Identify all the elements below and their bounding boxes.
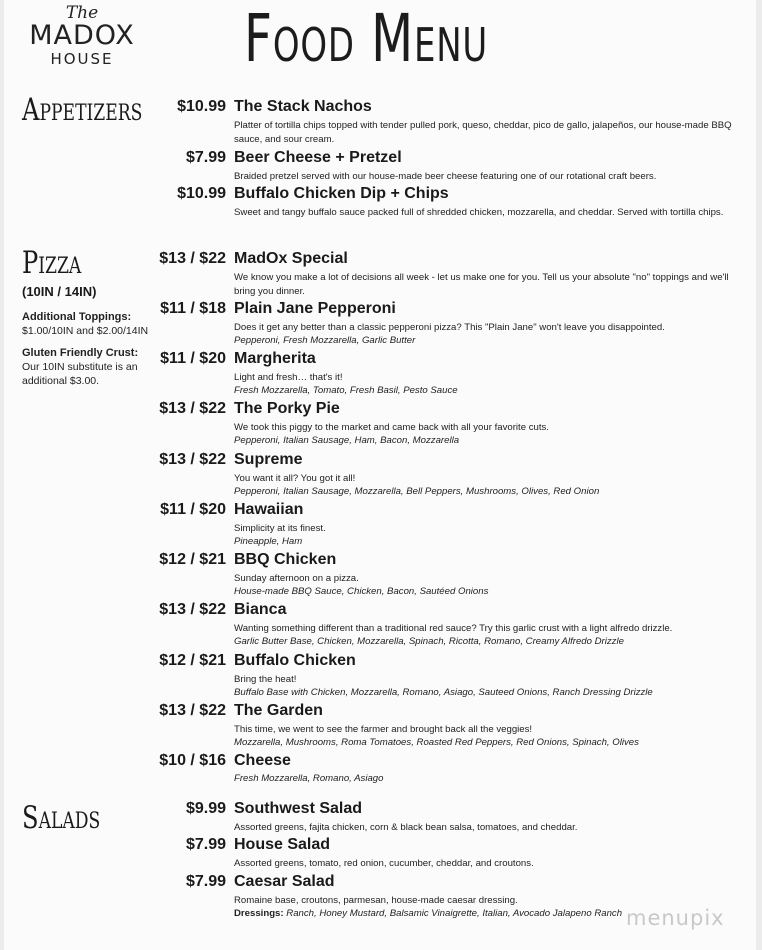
item-description: Sweet and tangy buffalo sauce packed full of shredded chicken, mozzarella, and cheddar. Served with tortilla chips.: [234, 207, 724, 218]
item-price: $12 / $21: [159, 551, 226, 568]
item-price: $13 / $22: [159, 400, 226, 417]
section-salads: Salads: [22, 800, 101, 836]
dressings-label: Dressings:: [234, 908, 284, 919]
item-ingredients: Pineapple, Ham: [234, 536, 303, 547]
toppings-label: Additional Toppings:: [22, 311, 132, 323]
logo-house: HOUSE: [50, 50, 114, 68]
item-name: Plain Jane Pepperoni: [234, 300, 396, 317]
pizza-sizes: (10IN / 14IN): [22, 284, 97, 299]
item-description: Assorted greens, tomato, red onion, cucumber, cheddar, and croutons.: [234, 858, 534, 869]
item-description: Romaine base, croutons, parmesan, house-made caesar dressing.: [234, 895, 518, 906]
item-name: The Garden: [234, 702, 323, 719]
item-description: We know you make a lot of decisions all week - let us make one for you. Tell us your absolute "no" toppings and we'll bring you dinner.: [234, 272, 729, 297]
item-ingredients: Garlic Butter Base, Chicken, Mozzarella, Spinach, Ricotta, Romano, Creamy Alfredo Drizzle: [234, 636, 624, 647]
item-description: We took this piggy to the market and came back with all your favorite cuts.: [234, 422, 549, 433]
item-description: You want it all? You got it all!: [234, 473, 356, 484]
item-price: $13 / $22: [159, 601, 226, 618]
madox-house-logo: [26, 4, 138, 68]
item-name: Hawaiian: [234, 501, 304, 518]
item-price: $9.99: [185, 800, 226, 817]
additional-toppings-note: [22, 310, 150, 338]
item-price: $12 / $21: [159, 652, 226, 669]
item-name: Supreme: [234, 451, 303, 468]
item-name: Buffalo Chicken Dip + Chips: [234, 185, 449, 202]
item-ingredients: Fresh Mozzarella, Tomato, Fresh Basil, Pesto Sauce: [234, 385, 458, 396]
item-name: House Salad: [234, 836, 331, 853]
item-ingredients: Pepperoni, Fresh Mozzarella, Garlic Butter: [234, 335, 416, 346]
gluten-friendly-note: [22, 346, 150, 388]
item-price: $11 / $18: [160, 300, 226, 317]
item-price: $10 / $16: [159, 752, 226, 769]
logo-the: The: [65, 3, 99, 23]
item-name: Cheese: [234, 752, 291, 769]
item-price: $10.99: [177, 185, 226, 202]
item-description: Wanting something different than a traditional red sauce? Try this garlic crust with a light alfredo drizzle.: [234, 623, 673, 634]
item-ingredients: Mozzarella, Mushrooms, Roma Tomatoes, Roasted Red Peppers, Red Onions, Spinach, Olives: [234, 737, 639, 748]
item-description: Braided pretzel served with our house-made beer cheese featuring one of our rotational craft beers.: [234, 171, 657, 182]
item-description: Assorted greens, fajita chicken, corn & black bean salsa, tomatoes, and cheddar.: [234, 822, 578, 833]
salad-dressings: [234, 908, 622, 919]
item-description: Sunday afternoon on a pizza.: [234, 573, 359, 584]
item-price: $13 / $22: [159, 250, 226, 267]
item-description: Light and fresh… that's it!: [234, 372, 343, 383]
item-ingredients: Pepperoni, Italian Sausage, Mozzarella, Bell Peppers, Mushrooms, Olives, Red Onion: [234, 486, 600, 497]
item-name: Beer Cheese + Pretzel: [234, 149, 402, 166]
item-price: $11 / $20: [160, 350, 226, 367]
item-ingredients: Fresh Mozzarella, Romano, Asiago: [234, 773, 384, 784]
gluten-label: Gluten Friendly Crust:: [22, 347, 139, 359]
item-description: Bring the heat!: [234, 674, 297, 685]
item-name: Caesar Salad: [234, 873, 335, 890]
item-price: $13 / $22: [159, 702, 226, 719]
item-price: $7.99: [185, 836, 226, 853]
dressings-text: Ranch, Honey Mustard, Balsamic Vinaigrette, Italian, Avocado Jalapeno Ranch: [286, 908, 623, 919]
item-name: BBQ Chicken: [234, 551, 337, 568]
item-price: $7.99: [185, 873, 226, 890]
item-name: Bianca: [234, 601, 287, 618]
item-name: The Porky Pie: [234, 400, 340, 417]
item-price: $11 / $20: [160, 501, 226, 518]
item-description: Does it get any better than a classic pepperoni pizza? This "Plain Jane" won't leave you disappointed.: [234, 322, 665, 333]
item-ingredients: Pepperoni, Italian Sausage, Ham, Bacon, Mozzarella: [234, 435, 460, 446]
item-description: Simplicity at its finest.: [234, 523, 326, 534]
logo-madox: MADOX: [29, 20, 135, 51]
item-description: Platter of tortilla chips topped with tender pulled pork, queso, cheddar, pico de gallo, jalapeños, our house-made BBQ sauce, and sour cream.: [234, 120, 732, 145]
item-ingredients: Buffalo Base with Chicken, Mozzarella, Romano, Asiago, Sauteed Onions, Ranch Dressing Drizzle: [234, 687, 653, 698]
item-name: Southwest Salad: [234, 800, 363, 817]
gluten-text: Our 10IN substitute is an additional $3.00.: [22, 361, 138, 387]
item-name: MadOx Special: [234, 250, 348, 267]
section-appetizers: Appetizers: [22, 92, 143, 128]
item-ingredients: House-made BBQ Sauce, Chicken, Bacon, Sautéed Onions: [234, 586, 489, 597]
item-price: $7.99: [185, 149, 226, 166]
page-title: Food Menu: [244, 0, 489, 77]
item-name: Buffalo Chicken: [234, 652, 356, 669]
item-name: Margherita: [234, 350, 316, 367]
section-pizza: Pizza: [22, 245, 82, 281]
menu-page: [4, 0, 756, 950]
item-price: $13 / $22: [159, 451, 226, 468]
toppings-text: $1.00/10IN and $2.00/14IN: [22, 325, 149, 337]
item-name: The Stack Nachos: [234, 98, 372, 115]
item-description: This time, we went to see the farmer and brought back all the veggies!: [234, 724, 533, 735]
item-price: $10.99: [177, 98, 226, 115]
menupix-watermark: menupix: [626, 906, 725, 930]
